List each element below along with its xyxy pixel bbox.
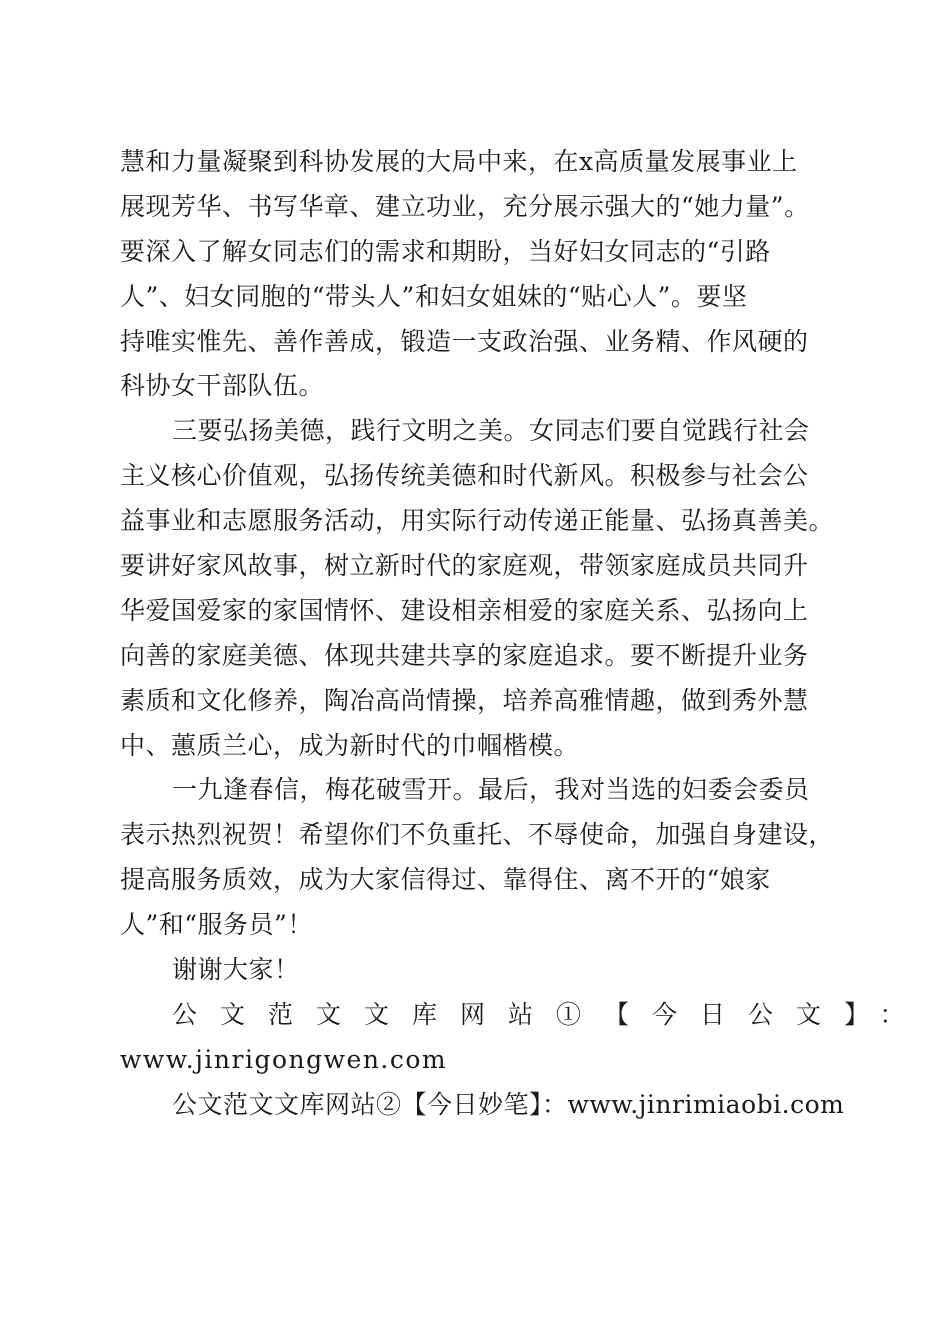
footer-site-1-label: 公文范文文库网站①【今日公文】： <box>172 1000 928 1029</box>
body-text-line: 要深入了解女同志们的需求和期盼，当好妇女同志的“引路 <box>120 237 771 266</box>
body-text-line: 要讲好家风故事，树立新时代的家庭观，带领家庭成员共同升 <box>120 551 809 580</box>
body-text-line: 展现芳华、书写华章、建立功业，充分展示强大的“她力量”。 <box>120 192 810 221</box>
body-text-line: 向善的家庭美德、体现共建共享的家庭追求。要不断提升业务 <box>120 641 809 670</box>
body-text-line: 人”和“服务员”！ <box>120 910 313 939</box>
footer-site-2: 公文范文文库网站②【今日妙笔】：www.jinrimiaobi.com <box>172 1090 845 1119</box>
body-text-line: 人”、妇女同胞的“带头人”和妇女姐妹的“贴心人”。要坚 <box>120 282 748 311</box>
body-text-line: 益事业和志愿服务活动，用实际行动传递正能量、弘扬真善美。 <box>120 506 835 535</box>
body-text-line: 慧和力量凝聚到科协发展的大局中来，在x高质量发展事业上 <box>120 147 798 176</box>
footer-site-1-url: www.jinrigongwen.com <box>120 1045 448 1074</box>
body-text-line: 华爱国爱家的家国情怀、建设相亲相爱的家庭关系、弘扬向上 <box>120 596 809 625</box>
paragraph-first-line: 三要弘扬美德，践行文明之美。女同志们要自觉践行社会 <box>172 416 810 445</box>
body-text-line: 素质和文化修养，陶冶高尚情操，培养高雅情趣，做到秀外慧 <box>120 686 809 715</box>
body-text-line: 表示热烈祝贺！希望你们不负重托、不辱使命，加强自身建设， <box>120 820 835 849</box>
paragraph-first-line: 一九逢春信，梅花破雪开。最后，我对当选的妇委会委员 <box>172 775 810 804</box>
body-text-line: 中、蕙质兰心，成为新时代的巾帼楷模。 <box>120 731 580 760</box>
body-text-line: 科协女干部队伍。 <box>120 371 325 400</box>
body-text-line: 提高服务质效，成为大家信得过、靠得住、离不开的“娘家 <box>120 865 771 894</box>
body-text-line: 持唯实惟先、善作善成，锻造一支政治强、业务精、作风硬的 <box>120 327 809 356</box>
closing-thanks: 谢谢大家！ <box>172 955 300 984</box>
body-text-line: 主义核心价值观，弘扬传统美德和时代新风。积极参与社会公 <box>120 461 809 490</box>
